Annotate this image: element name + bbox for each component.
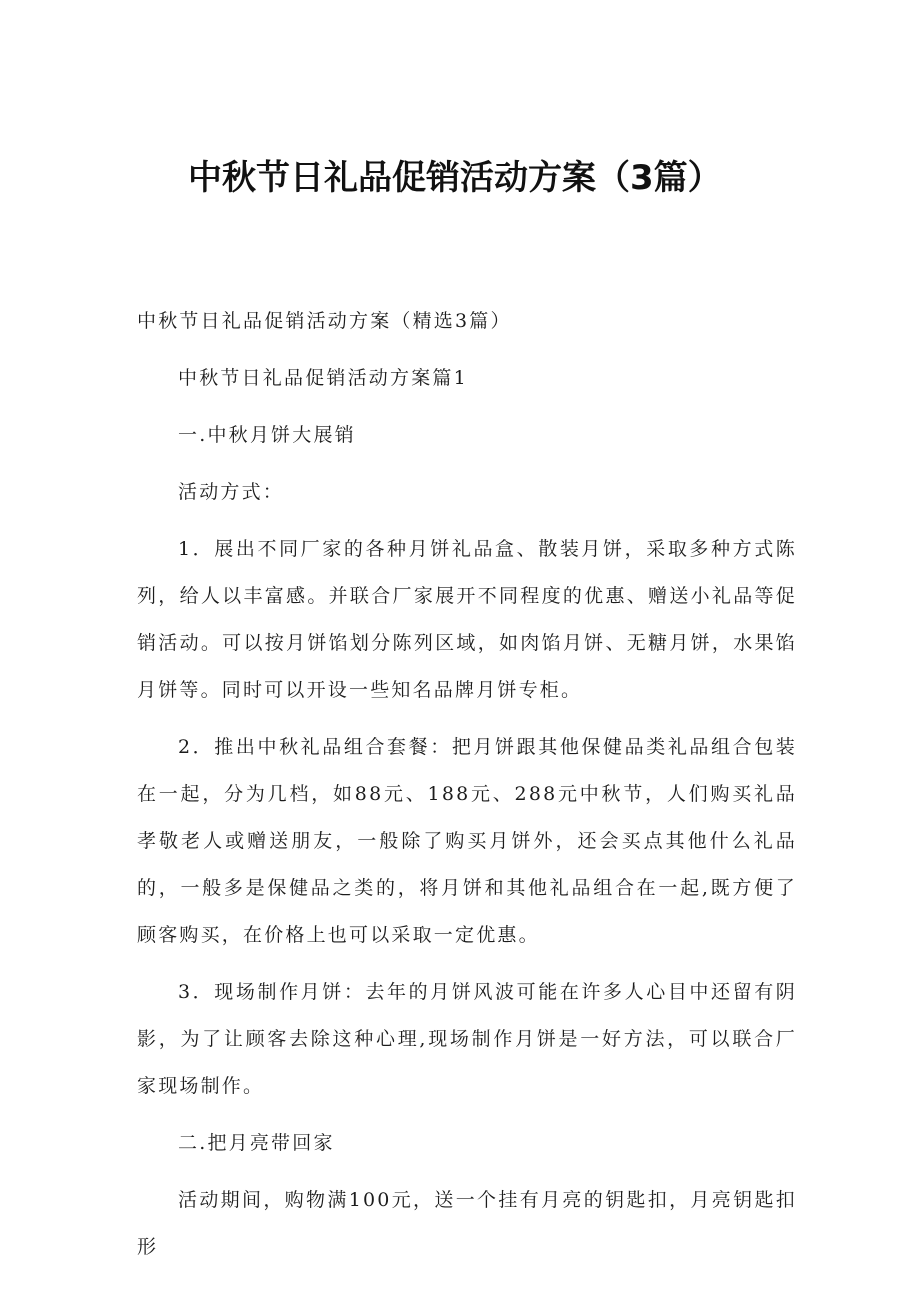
- activity-label: 活动方式：: [178, 481, 285, 503]
- section-heading: 中秋节日礼品促销活动方案篇1: [178, 367, 468, 389]
- paragraph-item-2: 2．推出中秋礼品组合套餐：把月饼跟其他保健品类礼品组合包装在一起，分为几档，如88元、188元、288元中秋节，人们购买礼品孝敬老人或赠送朋友，一般除了购买月饼外，还会买点其他什么礼品的，一般多是保健品之类的，将月饼和其他礼品组合在一起,既方便了顾客购买，在价格上也可以采取一定优惠。: [137, 736, 797, 946]
- paragraph-item-1: 1．展出不同厂家的各种月饼礼品盒、散装月饼，采取多种方式陈列，给人以丰富感。并联合厂家展开不同程度的优惠、赠送小礼品等促销活动。可以按月饼馅划分陈列区域，如肉馅月饼、无糖月饼，水果馅月饼等。同时可以开设一些知名品牌月饼专柜。: [137, 538, 797, 701]
- document-body: [137, 298, 797, 1281]
- part2-heading: 二.把月亮带回家: [178, 1132, 335, 1154]
- document-subtitle: 中秋节日礼品促销活动方案（精选3篇）: [137, 310, 512, 332]
- part2-paragraph: 活动期间，购物满100元，送一个挂有月亮的钥匙扣，月亮钥匙扣形: [137, 1189, 797, 1258]
- paragraph-item-3: 3．现场制作月饼：去年的月饼风波可能在许多人心目中还留有阴影，为了让顾客去除这种心理,现场制作月饼是一好方法，可以联合厂家现场制作。: [137, 981, 797, 1097]
- part1-heading: 一.中秋月饼大展销: [178, 424, 356, 446]
- document-title: 中秋节日礼品促销活动方案（3篇）: [188, 158, 722, 198]
